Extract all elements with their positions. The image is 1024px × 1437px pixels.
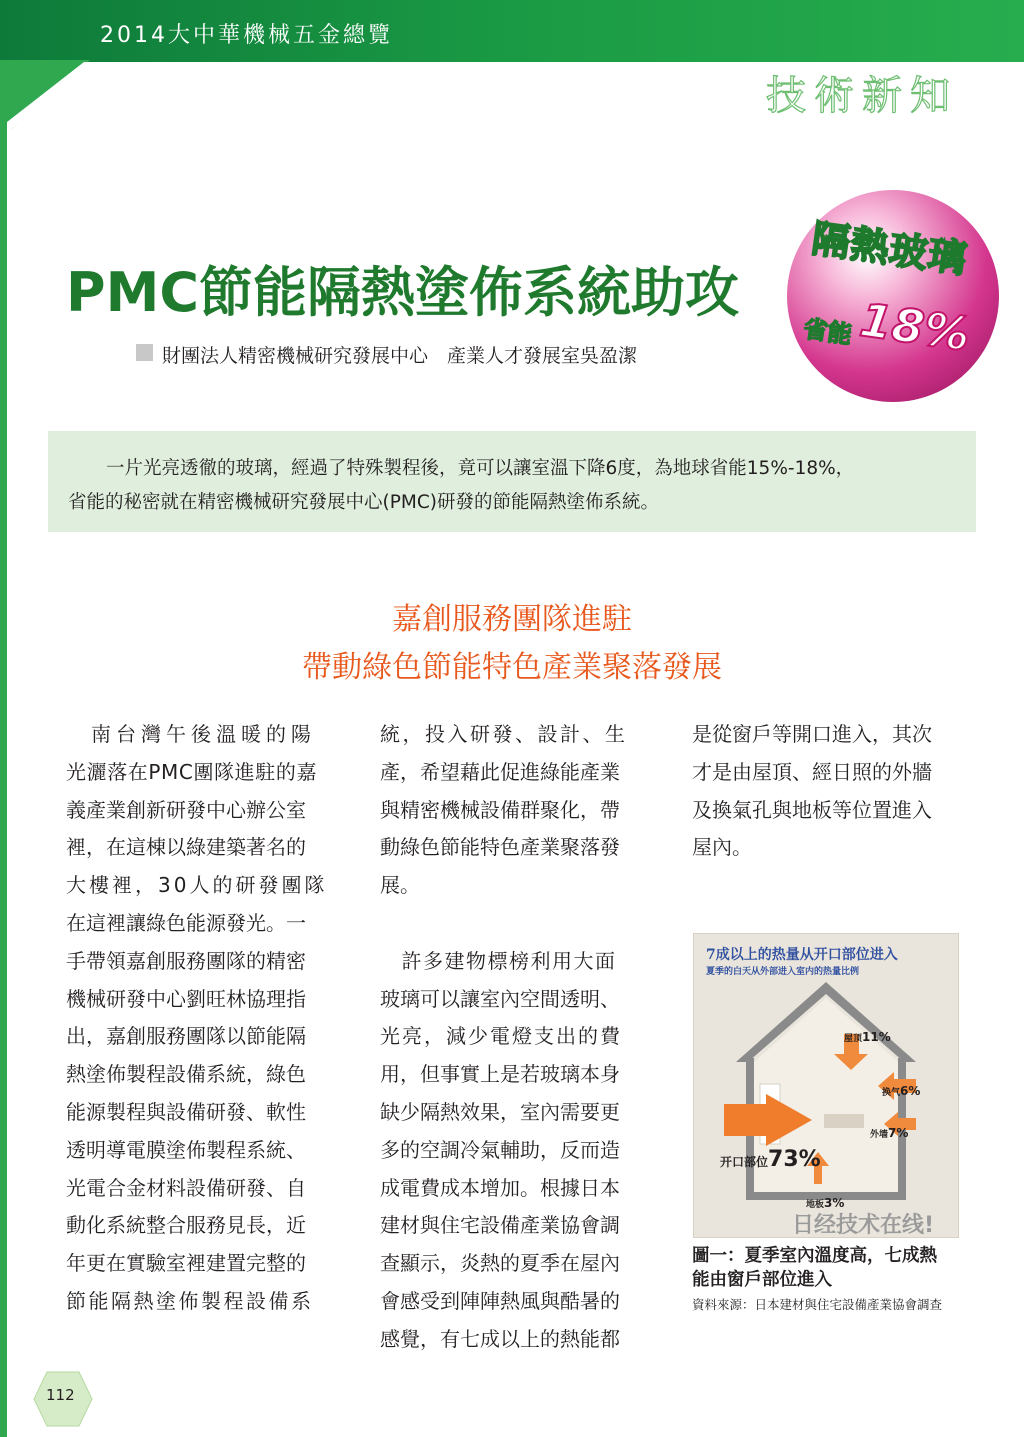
text-line: 透明導電膜塗佈製程系統、 xyxy=(66,1137,306,1162)
text-line: 動化系統整合服務見長，近 xyxy=(66,1213,306,1238)
label-roof: 屋顶11% xyxy=(844,1030,891,1044)
subheading-line-2: 帶動綠色節能特色產業聚落發展 xyxy=(302,650,722,685)
text-line: 多的空調冷氣輔助，反而造 xyxy=(380,1137,620,1162)
text-line: 年更在實驗室裡建置完整的 xyxy=(66,1251,306,1276)
publication-title: 2014大中華機械五金總覽 xyxy=(100,23,393,48)
label-vent: 换气6% xyxy=(882,1084,921,1098)
byline-marker xyxy=(136,344,153,361)
text-line: 南台灣午後溫暖的陽 xyxy=(66,722,316,746)
figure-watermark: 日经技术在线! xyxy=(792,1213,935,1238)
text-line: 統，投入研發、設計、生 xyxy=(380,722,628,746)
text-line: 光灑落在PMC團隊進駐的嘉 xyxy=(66,759,318,784)
article-byline: 財團法人精密機械研究發展中心 產業人才發展室吳盈潔 xyxy=(162,345,638,367)
badge-title: 隔熱玻璃 xyxy=(809,216,970,282)
text-line: 展。 xyxy=(380,873,420,898)
text-line: 玻璃可以讓室內空間透明、 xyxy=(380,986,620,1011)
text-line: 才是由屋頂、經日照的外牆 xyxy=(692,759,932,784)
abstract-line: 一片光亮透徹的玻璃，經過了特殊製程後，竟可以讓室溫下降6度，為地球省能15%-18%， xyxy=(106,458,855,479)
figure-caption-line-2: 能由窗戶部位進入 xyxy=(692,1270,832,1290)
abstract-text xyxy=(68,452,968,520)
subheading-line-1: 嘉創服務團隊進駐 xyxy=(392,602,632,637)
text-line: 許多建物標榜利用大面 xyxy=(380,948,617,973)
text-line xyxy=(380,905,650,943)
label-opening: 开口部位73% xyxy=(720,1147,821,1172)
figure-title: 7成以上的热量从开口部位进入 xyxy=(706,947,898,963)
text-line: 熱塗佈製程設備系統，綠色 xyxy=(66,1062,306,1087)
section-label: 技術新知 xyxy=(766,73,958,119)
text-line: 裡，在這棟以綠建築著名的 xyxy=(66,835,306,860)
text-line: 用，但事實上是若玻璃本身 xyxy=(380,1062,620,1087)
text-line: 在這裡讓綠色能源發光。一 xyxy=(66,910,306,935)
page-number: 112 xyxy=(46,1386,75,1404)
abstract-line: 省能的秘密就在精密機械研究發展中心(PMC)研發的節能隔熱塗佈系統。 xyxy=(68,492,659,513)
text-line: 光電合金材料設備研發、自 xyxy=(66,1175,306,1200)
text-line: 感覺，有七成以上的熱能都 xyxy=(380,1326,620,1351)
text-line: 手帶領嘉創服務團隊的精密 xyxy=(66,948,306,973)
label-floor: 地板3% xyxy=(806,1196,845,1210)
text-line: 機械研發中心劉旺林協理指 xyxy=(66,986,306,1011)
body-column-1 xyxy=(66,716,336,1321)
text-line: 建材與住宅設備產業協會調 xyxy=(380,1213,620,1238)
text-line: 屋內。 xyxy=(692,835,752,860)
figure-subtitle: 夏季的白天从外部进入室内的热量比例 xyxy=(706,967,860,977)
text-line: 會感受到陣陣熱風與酷暑的 xyxy=(380,1288,620,1313)
article-title: PMC節能隔熱塗佈系統助攻 xyxy=(66,261,739,324)
text-line: 產，希望藉此促進綠能產業 xyxy=(380,759,620,784)
text-line: 出，嘉創服務團隊以節能隔 xyxy=(66,1024,306,1049)
text-line: 是從窗戶等開口進入，其次 xyxy=(692,722,932,746)
text-line: 缺少隔熱效果，室內需要更 xyxy=(380,1099,620,1124)
text-line: 與精密機械設備群聚化，帶 xyxy=(380,797,620,822)
figure-house-heat xyxy=(693,933,959,1238)
text-line: 查顯示，炎熱的夏季在屋內 xyxy=(380,1251,620,1276)
label-wall: 外墙7% xyxy=(870,1126,909,1140)
header-corner-decoration xyxy=(0,60,90,130)
text-line: 光亮，減少電燈支出的費 xyxy=(380,1024,622,1049)
badge-percent: 18% xyxy=(856,292,974,362)
text-line: 成電費成本增加。根據日本 xyxy=(380,1175,620,1200)
text-line: 義產業創新研發中心辦公室 xyxy=(66,797,306,822)
text-line: 動綠色節能特色產業聚落發 xyxy=(380,835,620,860)
badge-label: 省能 xyxy=(801,314,854,350)
text-line: 大樓裡，30人的研發團隊 xyxy=(66,873,328,898)
figure-caption-line-1: 圖一：夏季室內溫度高，七成熱 xyxy=(692,1246,937,1266)
body-column-3 xyxy=(692,716,962,867)
left-margin-strip xyxy=(0,62,7,1437)
body-column-2 xyxy=(380,716,650,1359)
text-line: 及換氣孔與地板等位置進入 xyxy=(692,797,932,822)
text-line: 能源製程與設備研發、軟性 xyxy=(66,1099,306,1124)
text-line: 節能隔熱塗佈製程設備系 xyxy=(66,1288,314,1313)
header-bar xyxy=(0,0,1024,62)
figure-source: 資料來源：日本建材與住宅設備產業協會調查 xyxy=(692,1297,943,1312)
